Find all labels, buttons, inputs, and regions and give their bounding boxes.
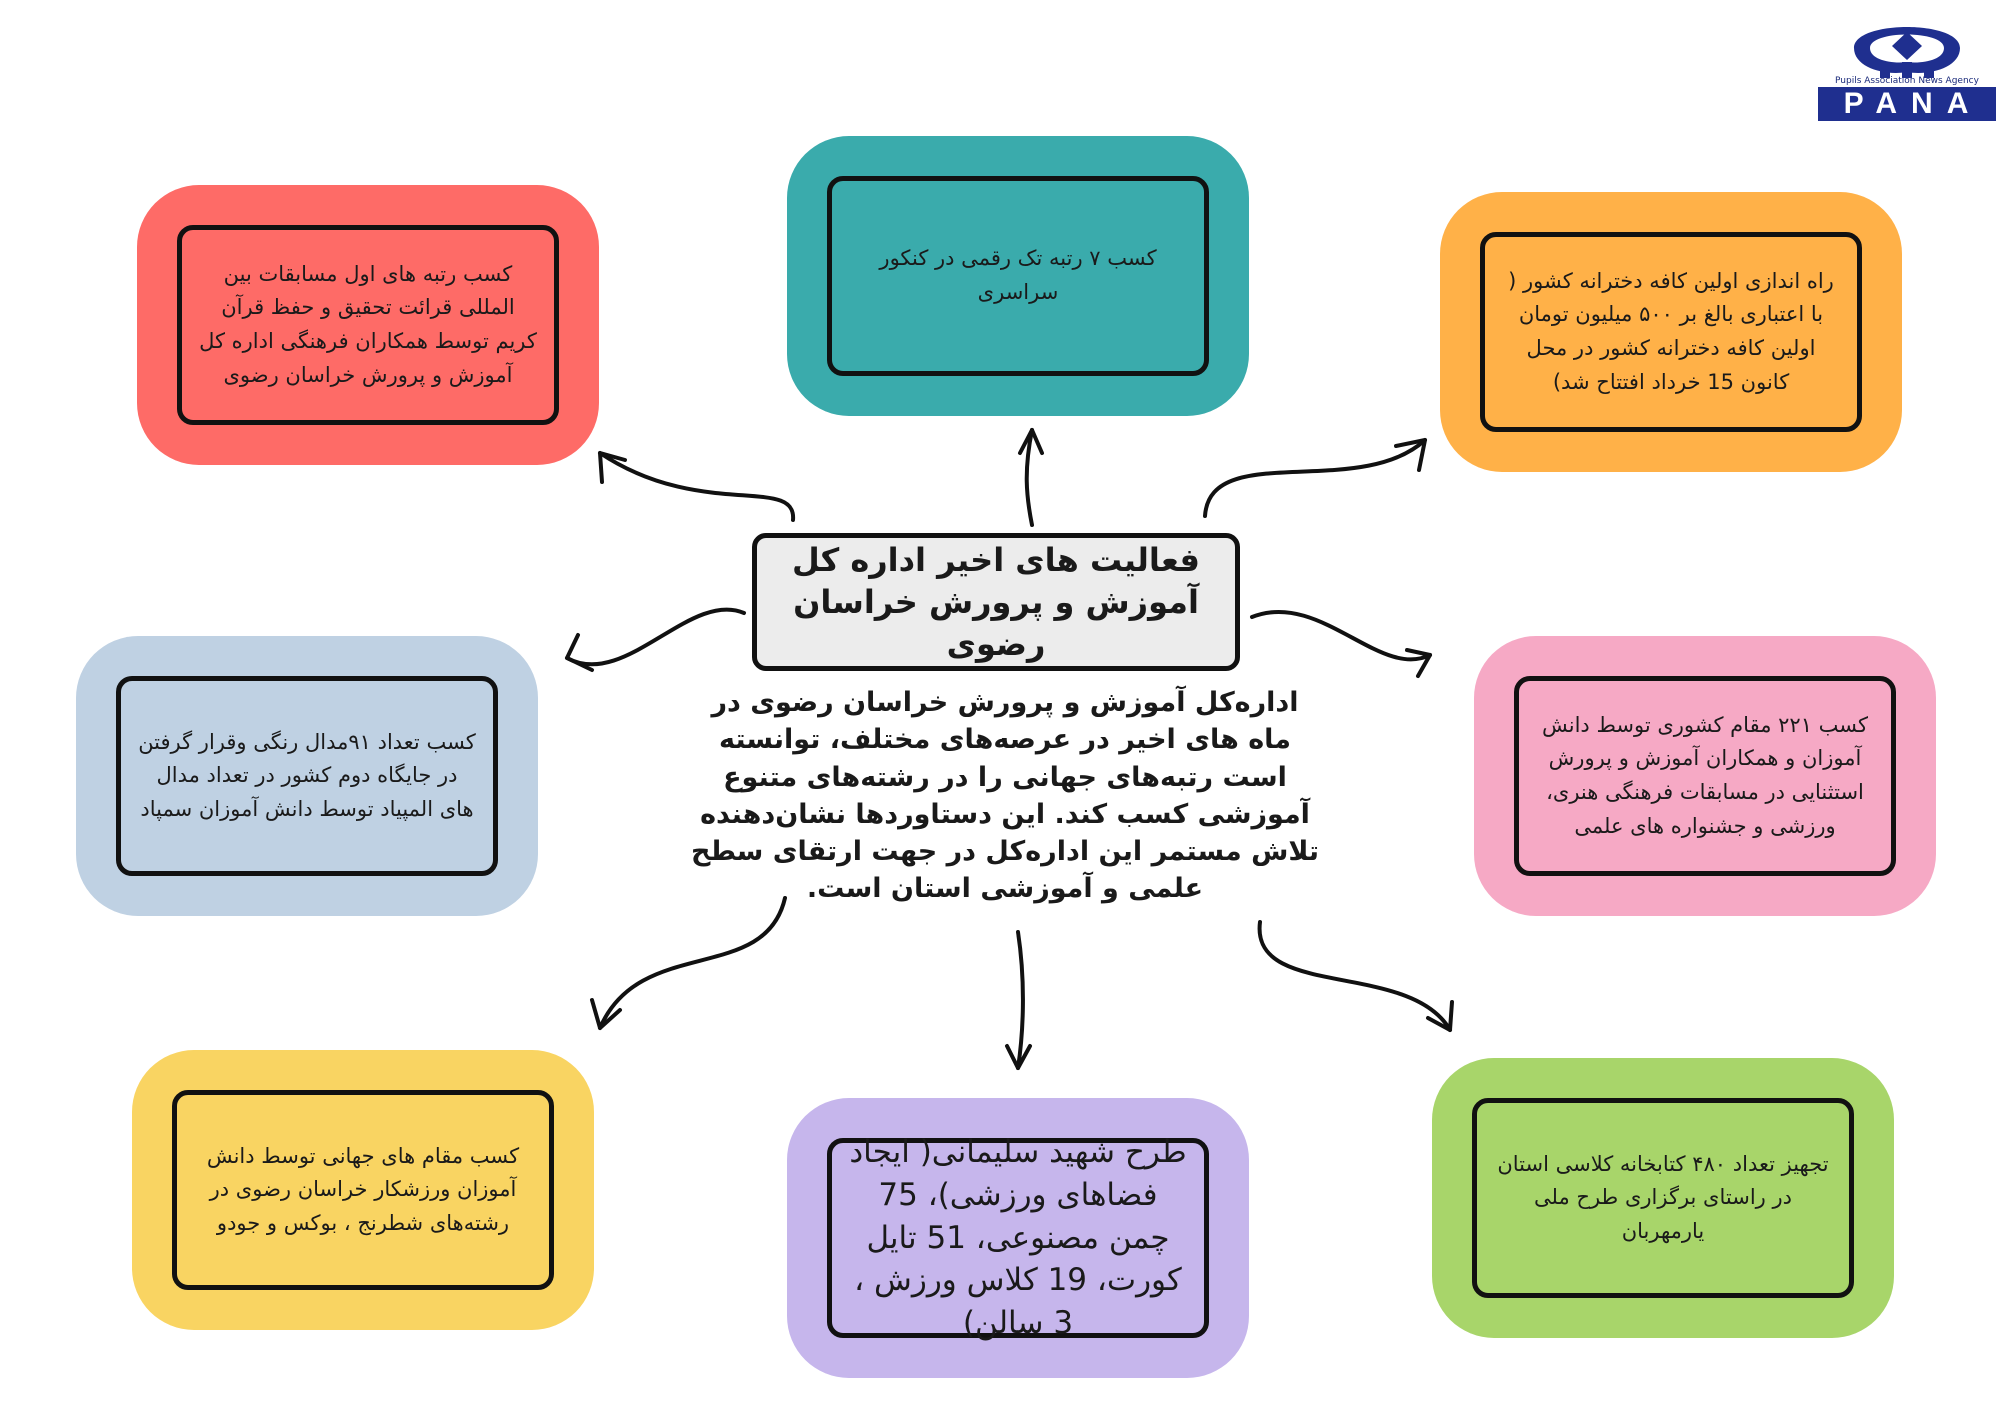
arrow-to-top-right [1205, 440, 1425, 516]
logo-wordmark: PANA [1818, 87, 1996, 121]
achievement-card-text: کسب مقام های جهانی توسط دانش آموزان ورزشکار خراسان رضوی در رشته‌های شطرنج ، بوکس و جودو [172, 1090, 554, 1290]
achievement-card-quran-competitions [137, 185, 599, 465]
achievement-card-soleimani-plan [787, 1098, 1249, 1378]
achievement-card-girls-cafe [1440, 192, 1902, 472]
achievement-card-text: کسب رتبه های اول مسابقات بین المللی قرائت تحقیق و حفظ قرآن کریم توسط همکاران فرهنگی اداره کل آموزش و پرورش خراسان رضوی [177, 225, 559, 425]
achievement-card-olympiad-medals [76, 636, 538, 916]
achievement-card-text: راه اندازی اولین کافه دخترانه کشور ( با اعتباری بالغ بر ۵۰۰ میلیون تومان اولین کافه دخترانه کشور در محل کانون 15 خرداد افتتاح شد) [1480, 232, 1862, 432]
achievement-card-text: کسب ۲۲۱ مقام کشوری توسط دانش آموزان و همکاران آموزش و پرورش استثنایی در مسابقات فرهنگی هنری، ورزشی و جشنواره های علمی [1514, 676, 1896, 876]
arrow-head-middle-right [1407, 650, 1430, 676]
arrow-to-bottom-left [600, 898, 785, 1028]
achievement-card-world-sports [132, 1050, 594, 1330]
achievement-card-text: طرح شهید سلیمانی( ایجاد فضاهای ورزشی)، 75 چمن مصنوعی، 51 تایل کورت، 19 کلاس ورزش ، 3 سالن) [827, 1138, 1209, 1338]
achievement-card-class-libraries [1432, 1058, 1894, 1338]
arrow-to-middle-left [567, 610, 744, 665]
achievement-card-text: کسب ۷ رتبه تک رقمی در کنکور سراسری [827, 176, 1209, 376]
arrow-to-bottom-center [1018, 932, 1023, 1068]
arrow-to-bottom-right [1260, 922, 1450, 1030]
logo-caption: Pupils Association News Agency [1835, 76, 1979, 86]
arrow-to-middle-right [1252, 612, 1430, 660]
center-title: فعالیت های اخیر اداره کل آموزش و پرورش خراسان رضوی [752, 533, 1240, 671]
achievement-card-text: تجهیز تعداد ۴۸۰ کتابخانه کلاسی استان در راستای برگزاری طرح ملی یارمهربان [1472, 1098, 1854, 1298]
achievement-card-konkur-ranks [787, 136, 1249, 416]
arrow-to-top-left [600, 453, 793, 520]
arrow-to-top-center [1027, 430, 1032, 525]
achievement-card-text: کسب تعداد ۹۱مدال رنگی وقرار گرفتن در جایگاه دوم کشور در تعداد مدال های المپیاد توسط دانش آموزان سمپاد [116, 676, 498, 876]
achievement-card-national-ranks [1474, 636, 1936, 916]
center-description: اداره‌کل آموزش و پرورش خراسان رضوی در ماه های اخیر در عرصه‌های مختلف، توانسته است رتبه‌های جهانی را در رشته‌های متنوع آموزشی کسب کند. این دستاوردها نشان‌دهنده تلاش مستمر این اداره‌کل در جهت ارتقای سطح علمی و آموزشی استان است. [691, 687, 1319, 905]
